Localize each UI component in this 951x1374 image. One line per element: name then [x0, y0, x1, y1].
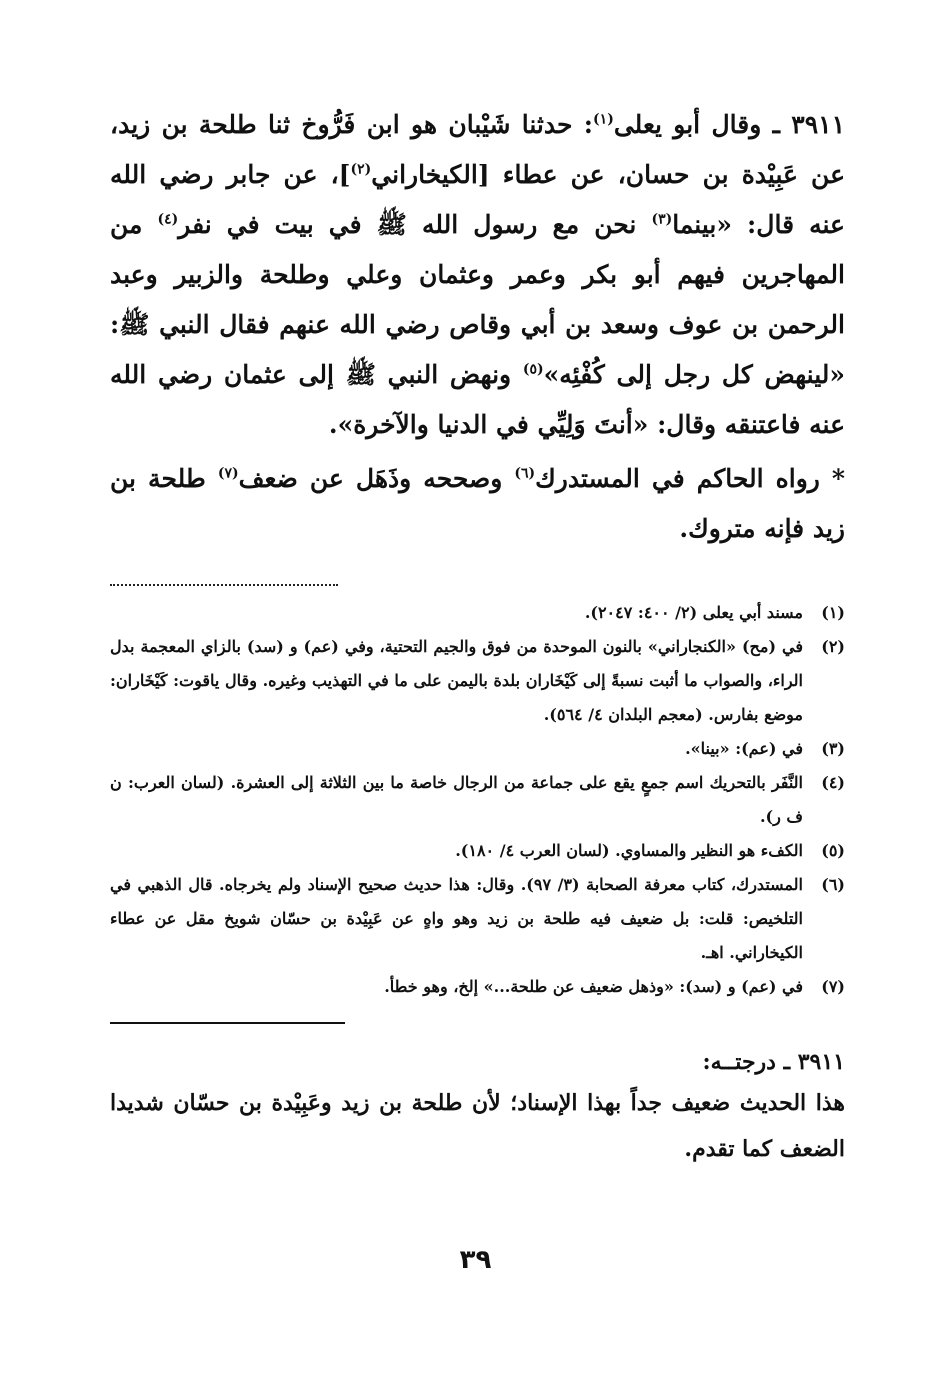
- main-text: [110, 100, 845, 554]
- footnote-item: [110, 630, 845, 732]
- footnote-separator: [110, 584, 338, 586]
- footnote-text: المستدرك، كتاب معرفة الصحابة (٣/ ٩٧). وقال: هذا حديث صحيح الإسناد ولم يخرجاه. قال الذهبي في التلخيص: قلت: بل ضعيف فيه طلحة بن زيد وهو واهٍ عن عَبِيْدة بن حسّان شويخ مقل عن عطاء الكيخاراني. اهـ.: [110, 875, 804, 962]
- footnote-item: [110, 732, 845, 766]
- source-text-part: طلحة بن زيد فإنه متروك.: [110, 464, 845, 543]
- hadith-text-part: نحن مع رسول الله ﷺ في بيت في نفر: [178, 210, 652, 239]
- footnote-item: [110, 766, 845, 834]
- footnote-text: مسند أبي يعلى (٢/ ٤٠٠: ٢٠٤٧).: [584, 603, 803, 622]
- footnote-number: (١): [821, 603, 845, 622]
- footnote-item: [110, 834, 845, 868]
- footnote-number: (٦): [821, 875, 845, 894]
- footnote-text: النَّفَر بالتحريك اسم جمعٍ يقع على جماعة من الرجال خاصة ما بين الثلاثة إلى العشرة. (لسان العرب: ن ف ر).: [110, 773, 803, 826]
- footnote-number: (٣): [821, 739, 845, 758]
- hadith-text-part: : حدثنا شَيْبان هو ابن فَرُّوخ ثنا طلحة بن زيد، عن عَبِيْدة بن حسان، عن عطاء [الكيخاراني: [110, 110, 845, 189]
- grade-heading: ٣٩١١ ـ درجتــه:: [702, 1049, 845, 1075]
- hadith-text-part: من المهاجرين فيهم أبو بكر وعمر وعثمان وعلي وطلحة والزبير وعبد الرحمن بن عوف وسعد بن أبي وقاص رضي الله عنهم فقال النبي ﷺ: «لينهض كل رجل إلى كُفْئِه»: [110, 210, 845, 389]
- footnote-number: (٤): [821, 773, 845, 792]
- hadith-paragraph: [110, 100, 845, 450]
- source-text-part: * رواه الحاكم في المستدرك: [535, 464, 846, 493]
- footnote-item: [110, 596, 845, 630]
- hadith-text-part: ]، عن جابر رضي الله عنه قال: «بينما: [110, 160, 845, 239]
- footnote-ref-2[interactable]: (٢): [350, 161, 372, 178]
- footnote-ref-1[interactable]: (١): [593, 111, 614, 128]
- footnote-text: في (عم): «بينا».: [685, 739, 803, 758]
- footnote-ref-7[interactable]: (٧): [217, 465, 239, 482]
- page-number: ٣٩: [459, 1245, 492, 1275]
- footnotes-list: [110, 596, 845, 1004]
- grade-section: [110, 1044, 845, 1172]
- hadith-number-and-narrator: ٣٩١١ ـ وقال أبو يعلى: [613, 110, 845, 139]
- source-text-part: وصححه وذَهَل عن ضعف: [238, 464, 515, 493]
- footnote-number: (٧): [821, 977, 845, 996]
- footnote-ref-4[interactable]: (٤): [157, 211, 179, 228]
- footnote-item: [110, 868, 845, 970]
- footnote-number: (٥): [821, 841, 845, 860]
- hadith-text-part: ونهض النبي ﷺ إلى عثمان رضي الله عنه فاعتنقه وقال: «أنتَ وَلِيِّي في الدنيا والآخرة».: [110, 360, 845, 439]
- source-paragraph: [110, 454, 845, 554]
- footnote-text: الكفء هو النظير والمساوي. (لسان العرب ٤/ ١٨٠).: [455, 841, 803, 860]
- footnote-text: في (مح) «الكنجاراني» بالنون الموحدة من فوق والجيم التحتية، وفي (عم) و (سد) بالزاي المعجمة بدل الراء، والصواب ما أثبت نسبةً إلى كَيْخَاران بلدة باليمن على ما في التهذيب وغيره. وقال ياقوت: كَيْخَاران: موضع بفارس. (معجم البلدان ٤/ ٥٦٤).: [110, 637, 803, 724]
- footnote-ref-5[interactable]: (٥): [522, 361, 544, 378]
- grade-separator-rule: [110, 1022, 345, 1024]
- grade-text: هذا الحديث ضعيف جداً بهذا الإسناد؛ لأن طلحة بن زيد وعَبِيْدة بن حسّان شديدا الضعف كما تقدم.: [110, 1090, 845, 1162]
- footnote-ref-3[interactable]: (٣): [651, 211, 673, 228]
- page-body: [110, 100, 845, 1172]
- footnote-item: [110, 970, 845, 1004]
- footnote-text: في (عم) و (سد): «وذهل ضعيف عن طلحة...» إلخ، وهو خطأ.: [384, 977, 803, 996]
- footnote-number: (٢): [821, 637, 845, 656]
- footnote-ref-6[interactable]: (٦): [514, 465, 536, 482]
